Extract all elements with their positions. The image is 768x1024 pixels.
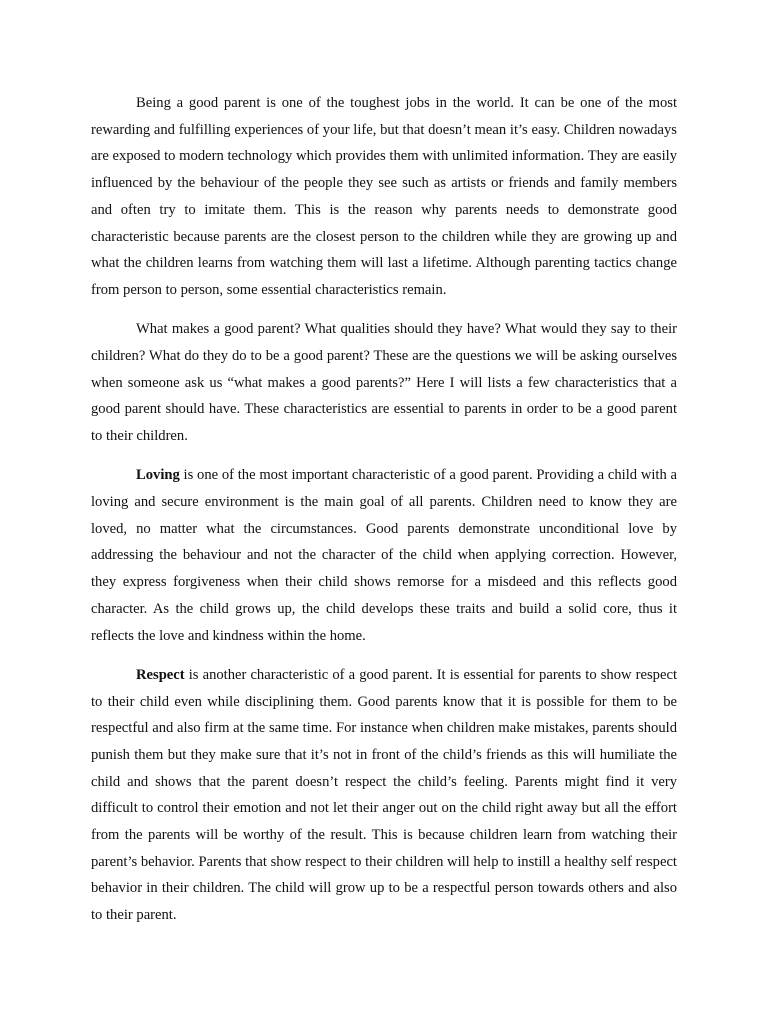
paragraph-loving [91, 462, 677, 649]
document-body [91, 90, 677, 929]
paragraph-text: is another characteristic of a good parent. It is essential for parents to show respect to their child even while disciplining them. Good parents know that it is possible for them to be respectful and also firm at the same time. For instance when children make mistakes, parents should punish them but they make sure that it’s not in front of the child’s friends as this will humiliate the child and shows that the parent doesn’t respect the child’s feeling. Parents might find it very difficult to control their emotion and not let their anger out on the child right away but all the effort from the parents will be worthy of the result. This is because children learn from watching their parent’s behavior. Parents that show respect to their children will help to instill a healthy self respect behavior in their children. The child will grow up to be a respectful person towards others and also to their parent. [91, 666, 677, 924]
paragraph-questions [91, 316, 677, 450]
paragraph-text: What makes a good parent? What qualities should they have? What would they say to their children? What do they do to be a good parent? These are the questions we will be asking ourselves when someone ask us “what makes a good parents?” Here I will lists a few characteristics that a good parent should have. These characteristics are essential to parents in order to be a good parent to their children. [91, 321, 677, 445]
paragraph-text: is one of the most important characteristic of a good parent. Providing a child with a loving and secure environment is the main goal of all parents. Children need to know they are loved, no matter what the circumstances. Good parents demonstrate unconditional love by addressing the behaviour and not the character of the child when applying correction. However, they express forgiveness when their child shows remorse for a misdeed and this reflects good character. As the child grows up, the child develops these traits and build a solid core, thus it reflects the love and kindness within the home. [91, 467, 677, 644]
paragraph-respect [91, 662, 677, 929]
term-respect: Respect [136, 666, 185, 683]
paragraph-intro [91, 90, 677, 304]
paragraph-text: Being a good parent is one of the toughest jobs in the world. It can be one of the most rewarding and fulfilling experiences of your life, but that doesn’t mean it’s easy. Children nowadays are exposed to modern technology which provides them with unlimited information. They are easily influenced by the behaviour of the people they see such as artists or friends and family members and often try to imitate them. This is the reason why parents needs to demonstrate good characteristic because parents are the closest person to the children while they are growing up and what the children learns from watching them will last a lifetime. Although parenting tactics change from person to person, some essential characteristics remain. [91, 95, 677, 298]
term-loving: Loving [136, 467, 180, 484]
